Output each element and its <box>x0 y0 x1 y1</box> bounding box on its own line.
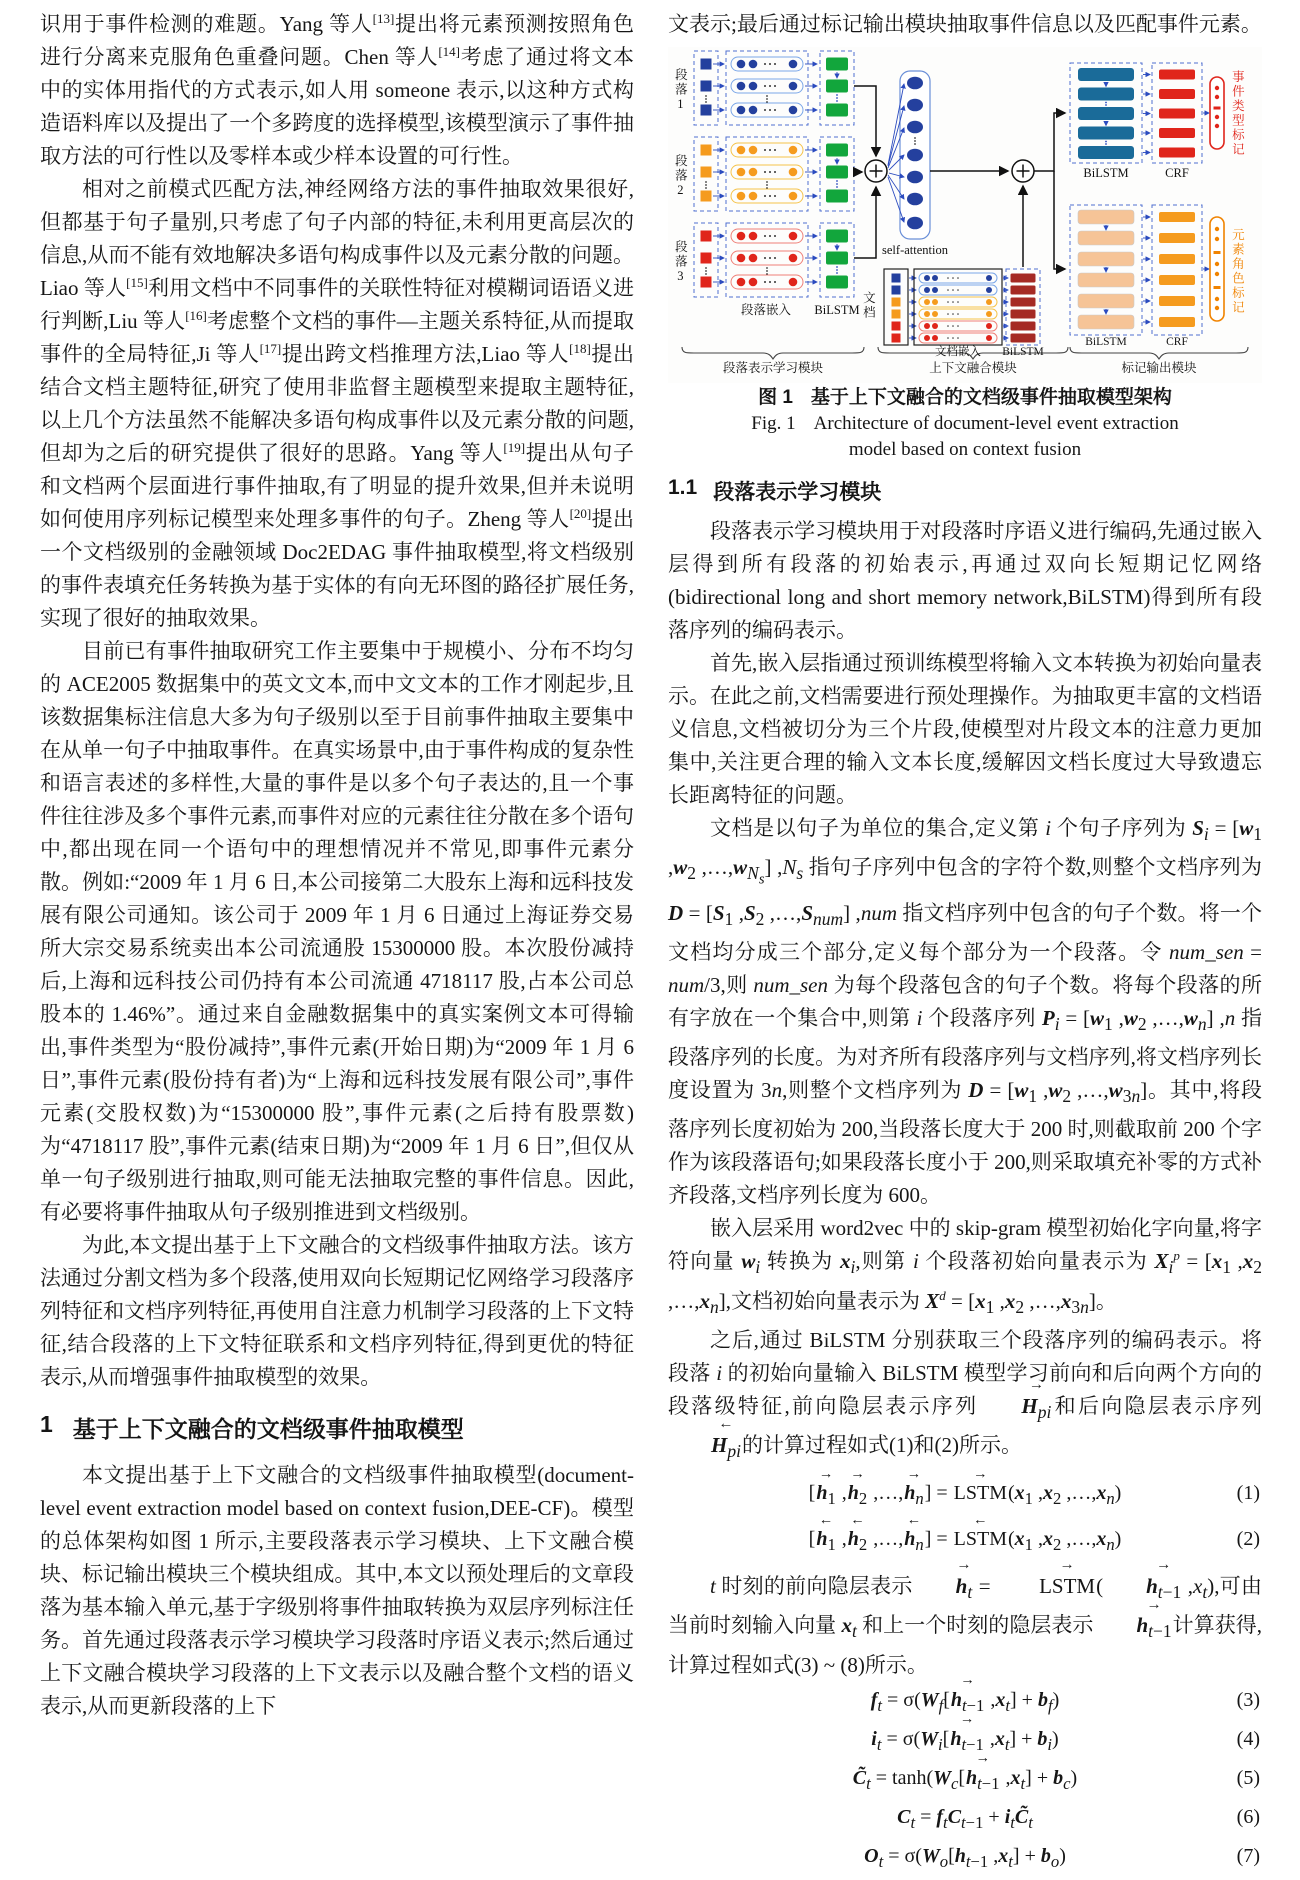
paragraph: 首先,嵌入层指通过预训练模型将输入文本转换为初始向量表示。在此之前,文档需要进行预处理操作。为抽取更丰富的文档语义信息,文档被切分为三个片段,使模型对片段文本的注意力更加集中,关注更合理的输入文本长度,缓解因文档长度过大导致遗忘长距离特征的问题。 <box>668 651 1262 807</box>
bilstm-label: BiLSTM <box>814 303 860 317</box>
plus-node-2 <box>1012 160 1034 182</box>
event-type-tag-label: 事件类型标记 <box>1230 69 1245 157</box>
paragraph: 为此,本文提出基于上下文融合的文档级事件抽取方法。该方法通过分割文档为多个段落,使用双向长短期记忆网络学习段落序列特征和文档序列特征,再使用自注意力机制学习段落的上下文特征,结合段落的上下文特征联系和文档序列特征,得到更优的特征表示,从而增强事件抽取模型的效果。 <box>40 1233 634 1389</box>
paragraph: 识用于事件检测的难题。Yang 等人[13]提出将元素预测按照角色进行分离来克服角色重叠问题。Chen 等人[14]考虑了通过将文本中的实体用指代的方式表示,如人用 someone 表示,以这种方式构造语料库以及提出了一个多跨度的选择模型,该模型演示了事件抽取方法的可行性以及零样本或少样本设置的可行性。 <box>40 11 635 168</box>
paragraph: 本文提出基于上下文融合的文档级事件抽取模型(document-level event extraction model based on context fusion,DEE-CF)。模型的总体架构如图 1 所示,主要段落表示学习模块、上下文融合模块、标记输出模块三个模块组成。其中,本文以预处理后的文章段落为基本输入单元,基于字级别将事件抽取转换为双层序列标注任务。首先通过段落表示学习模块学习段落时序语义表示;然后通过上下文融合模块学习段落的上下文表示以及融合整个文档的语义表示,从而更新段落的上下 <box>40 1463 634 1718</box>
subsection-heading <box>668 476 1262 506</box>
branch-arrow-top <box>1034 113 1065 171</box>
paragraph: t 时刻的前向隐层表示 → $h_t$ = → LSTM( → $h_{t-1}$ $,x_t$),可由当前时刻输入向量 $x_t$ 和上一个时刻的隐层表示 → $h_{t-1}$计算获得,计算过程如式(3) ~ (8)所示。 <box>668 1570 1262 1681</box>
left-column <box>40 8 634 1723</box>
figure-number-en: Fig. 1 <box>751 413 796 434</box>
equation-6 <box>668 1802 1262 1838</box>
figure-architecture <box>668 47 1262 383</box>
section-heading <box>40 1411 634 1444</box>
equation-number: (6) <box>1236 1805 1260 1828</box>
document-bilstm-label: BiLSTM <box>1002 346 1044 358</box>
output-branch-event-type <box>1070 63 1224 163</box>
equation-number: (2) <box>1236 1528 1260 1551</box>
merge-arrow-1 <box>854 86 876 156</box>
self-attention-box <box>900 71 930 239</box>
equation-body: $f_t = \sigma(W_f[\to h_{t-1}$ $,x_t] + b_f$) <box>871 1689 1060 1711</box>
module-label-paragraph: 段落表示学习模块 <box>722 361 823 375</box>
output-branch-element-role <box>1070 205 1224 335</box>
equation-7 <box>668 1841 1262 1877</box>
equation-number: (5) <box>1236 1766 1260 1789</box>
paragraph: 段落表示学习模块用于对段落时序语义进行编码,先通过嵌入层得到所有段落的初始表示,再通过双向长短期记忆网络(bidirectional long and short memory network,BiLSTM)得到所有段落序列的编码表示。 <box>668 519 1262 642</box>
figure-caption <box>668 385 1262 463</box>
figure-caption-zh: 基于上下文融合的文档级事件抽取模型架构 <box>810 387 1172 408</box>
branch-arrow-bottom <box>1054 171 1065 269</box>
paragraph-2-label: 段落2 <box>673 153 688 199</box>
subsection-title: 段落表示学习模块 <box>713 481 882 504</box>
right-column <box>668 8 1262 1880</box>
self-attention-label: self-attention <box>882 243 948 257</box>
subsection-number: 1.1 <box>668 476 698 499</box>
equation-body: $C_t = f_tC_{t-1}$ + $i_tC̃_t$ <box>897 1805 1033 1832</box>
equation-body: $O_t = \sigma(W_o[h_{t-1}$ $,x_t] + b_o$) <box>864 1844 1066 1871</box>
paragraph-group-1 <box>694 51 854 125</box>
paragraph-group-3 <box>694 223 854 297</box>
equation-2 <box>668 1524 1262 1560</box>
architecture-diagram <box>668 47 1262 383</box>
equation-1 <box>668 1478 1262 1514</box>
bilstm-bottom-label: BiLSTM <box>1085 336 1127 348</box>
equation-number: (1) <box>1236 1482 1260 1505</box>
paragraph-embed-label: 段落嵌入 <box>740 303 791 317</box>
module-label-context: 上下文融合模块 <box>929 361 1017 375</box>
paragraph: 相对之前模式匹配方法,神经网络方法的事件抽取效果很好,但都基于句子量别,只考虑了句子内部的特征,未利用更高层次的信息,从而不能有效地解决多语句构成事件以及元素分散的问题。Liao 等人[15]利用文档中不同事件的关联性特征对模糊词语语义进行判断,Liu 等人[16]考虑整个文档的事件—主题关系特征,从而提取事件的全局特征,Ji 等人[17]提出跨文档推理方法,Liao 等人[18]提出结合文档主题特征,研究了使用非监督主题模型来提取主题特征,以上几个方法虽然不能解决多语句构成事件以及元素分散的问题,但却为之后的研究提供了很好的思路。Yang 等人[19]提出从句子和文档两个层面进行事件抽取,有了明显的提升效果,但并未说明如何使用序列标记模型来处理多事件的句子。Zheng 等人[20]提出一个文档级别的金融领域 Doc2EDAG 事件抽取模型,将文档级别的事件表填充任务转换为基于实体的有向无环图的路径扩展任务,实现了很好的抽取效果。 <box>40 177 635 630</box>
crf-top-label: CRF <box>1165 166 1189 180</box>
paragraph: 目前已有事件抽取研究工作主要集中于规模小、分布不均匀的 ACE2005 数据集中的英文文本,而中文文本的工作才刚起步,且该数据集标注信息大多为句子级别以至于目前事件抽取主要集中在从单一句子中抽取事件。在真实场景中,由于事件构成的复杂性和语言表述的多样性,大量的事件是以多个句子表达的,且一个事件往往涉及多个事件元素,而事件对应的元素往往分散在多个语句中,都出现在同一个语句中的理想情况并不常见,即事件元素分散。例如:“2009 年 1 月 6 日,本公司接第二大股东上海和远科技发展有限公司通知。该公司于 2009 年 1 月 6 日通过上海证券交易所大宗交易系统卖出本公司流通股 15300000 股。本次股份减持后,上海和远科技公司仍持有本公司流通 4718117 股,占本公司总股本的 1.46%”。通过来自金融数据集中的真实案例文本可得输出,事件类型为“股份减持”,事件元素(开始日期)为“2009 年 1 月 6 日”,事件元素(股份持有者)为“上海和远科技发展有限公司”,事件元素(交股权数)为“15300000 股”,事件元素(之后持有股票数)为“4718117 股”,事件元素(结束日期)为“2009 年 1 月 6 日”,但仅从单一句子级别进行抽取,则可能无法抽取完整的事件信息。因此,有必要将事件抽取从句子级别推进到文档级别。 <box>40 639 634 1224</box>
element-role-tag-label: 元素角色标记 <box>1230 227 1245 315</box>
figure-caption-en-line2: model based on context fusion <box>848 439 1082 460</box>
equation-body: [→ $h_1$ ,→ $h_2$ ,…,→ $h_n$] = → $LSTM(x_1$ $,x_2$ $,\dots,x_n$) <box>809 1482 1122 1504</box>
paragraph-group-2 <box>694 137 854 211</box>
plus-node-1 <box>865 160 887 182</box>
paragraph: 之后,通过 BiLSTM 分别获取三个段落序列的编码表示。将段落 i 的初始向量输入 BiLSTM 模型学习前向和后向两个方向的段落级特征,前向隐层表示序列 → $H_{pi}$和后向隐层表示序列← $H_{pi}$的计算过程如式(1)和(2)所示。 <box>668 1324 1262 1468</box>
crf-bottom-label: CRF <box>1166 336 1188 348</box>
equation-body: $i_t = \sigma(W_i[\to h_{t-1}$ $,x_t] + b_i$) <box>871 1728 1058 1750</box>
paragraph-1-label: 段落1 <box>673 67 688 113</box>
section-title: 基于上下文融合的文档级事件抽取模型 <box>72 1416 464 1442</box>
equation-number: (4) <box>1236 1727 1260 1750</box>
document-input <box>884 269 1040 345</box>
paragraph: 文表示;最后通过标记输出模块抽取事件信息以及匹配事件元素。 <box>668 12 1262 36</box>
equation-number: (7) <box>1236 1844 1260 1867</box>
bilstm-top-label: BiLSTM <box>1083 166 1129 180</box>
document-label: 文档 <box>861 290 876 320</box>
figure-caption-en-line1: Architecture of document-level event extraction <box>813 413 1179 434</box>
equation-number: (3) <box>1236 1688 1260 1711</box>
equation-5 <box>668 1763 1262 1799</box>
equation-body: $C̃_t = \tanh(W_c[\to h_{t-1}$ $,x_t] + b_c$) <box>853 1767 1077 1789</box>
equation-4 <box>668 1724 1262 1760</box>
module-label-output: 标记输出模块 <box>1121 361 1197 375</box>
paragraph: 文档是以句子为单位的集合,定义第 i 个句子序列为 $S_i = [w_1$ $,w_2$ $,\dots,w_{N_s}$] $,N_s$ 指句子序列中包含的字符个数,则整个文档序列为 $D = [S_1$ $,S_2$ $,\dots,S_{num}$] ,num 指文档序列中包含的句子个数。将一个文档均分成三个部分,定义每个部分为一个段落。令 num_sen = num/3,则 num_sen 为每个段落包含的句子个数。将每个段落的所有字放在一个集合中,则第 i 个段落序列 $P_i = [w_1$ $,w_2$ $,\dots,w_n$] ,n 指段落序列的长度。为对齐所有段落序列与文档序列,将文档序列长度设置为 3n,则整个文档序列为 $D = [w_1$ $,w_2$ $,\dots,w_{3n}$]。其中,将段落序列长度初始为 200,当段落长度大于 200 时,则截取前 200 个字作为该段落语句;如果段落长度小于 200,则采取填充补零的方式补齐段落,文档序列长度为 600。 <box>668 816 1263 1208</box>
paragraph: 嵌入层采用 word2vec 中的 skip-gram 模型初始化字向量,将字符向量 $w_i$ 转换为 $x_i$,则第 i 个段落初始向量表示为 $X_i^p = [x_1$ $,x_2$ $,\dots,x_n$],文档初始向量表示为 $X^d = [x_1$ $,x_2$ $,\dots,x_{3n}$]。 <box>668 1216 1263 1317</box>
equation-body: [← $h_1$ ,← $h_2$ ,…,← $h_n$] = ← $LSTM(x_1$ $,x_2$ $,\dots,x_n$) <box>809 1528 1122 1550</box>
paragraph-3-label: 段落3 <box>673 239 688 285</box>
document-embed-label: 文档嵌入 <box>935 346 981 358</box>
figure-number-zh: 图 1 <box>758 387 793 408</box>
section-number: 1 <box>40 1411 53 1437</box>
